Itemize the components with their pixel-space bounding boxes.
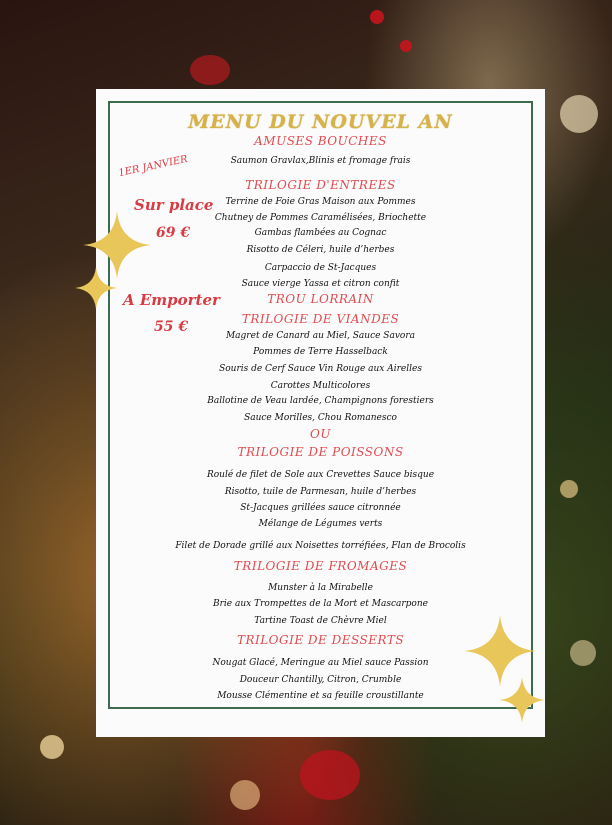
amuses-heading: AMUSES BOUCHES: [254, 134, 387, 148]
viandes-item: Magret de Canard au Miel, Sauce Savora: [225, 331, 416, 341]
desserts-heading: TRILOGIE DE DESSERTS: [236, 633, 405, 647]
desserts-item: Nougat Glacé, Meringue au Miel sauce Passion: [212, 658, 429, 668]
entrees-item: Terrine de Foie Gras Maison aux Pommes: [225, 197, 416, 207]
bokeh-light: [370, 10, 384, 24]
entrees-item: Carpaccio de St-Jacques: [264, 263, 377, 273]
menu-title: MENU DU NOUVEL AN: [188, 111, 453, 133]
fromages-item: Munster à la Mirabelle: [268, 583, 373, 593]
fromages-item: Brie aux Trompettes de la Mort et Mascarpone: [213, 599, 428, 609]
desserts-item: Mousse Clémentine et sa feuille croustillante: [217, 691, 424, 701]
emporter-label: A Emporter: [123, 291, 220, 309]
trou-lorrain-heading: TROU LORRAIN: [267, 292, 374, 306]
amuses-item: Saumon Gravlax,Blinis et fromage frais: [230, 156, 411, 166]
bokeh-light: [40, 735, 64, 759]
viandes-item: Carottes Multicolores: [270, 381, 371, 391]
emporter-price: 55 €: [154, 319, 189, 335]
sur-place-label: Sur place: [134, 196, 214, 214]
bokeh-light: [560, 480, 578, 498]
entrees-heading: TRILOGIE D'ENTREES: [245, 178, 396, 192]
bokeh-light: [560, 95, 598, 133]
viandes-item: Souris de Cerf Sauce Vin Rouge aux Airelles: [219, 364, 422, 374]
bokeh-light: [300, 750, 360, 800]
poissons-item: Filet de Dorade grillé aux Noisettes torréfiées, Flan de Brocolis: [175, 541, 466, 551]
fromages-item: Tartine Toast de Chèvre Miel: [254, 616, 387, 626]
viandes-item: Ballotine de Veau lardée, Champignons forestiers: [207, 396, 434, 406]
bokeh-light: [190, 55, 230, 85]
poissons-item: St-Jacques grillées sauce citronnée: [240, 503, 401, 513]
entrees-item: Sauce vierge Yassa et citron confit: [241, 279, 400, 289]
poissons-heading: TRILOGIE DE POISSONS: [237, 445, 404, 459]
viandes-item: Sauce Morilles, Chou Romanesco: [244, 413, 397, 423]
bokeh-light: [570, 640, 596, 666]
sparkle-star-icon: [498, 676, 546, 724]
bokeh-light: [230, 780, 260, 810]
sparkle-star-icon: [74, 266, 118, 310]
fromages-heading: TRILOGIE DE FROMAGES: [233, 559, 408, 573]
viandes-heading: TRILOGIE DE VIANDES: [241, 312, 400, 326]
date-label: 1ER JANVIER: [117, 153, 189, 180]
poissons-item: Risotto, tuile de Parmesan, huile d’herbes: [224, 487, 417, 497]
sur-place-price: 69 €: [156, 225, 191, 241]
entrees-item: Risotto de Céleri, huile d’herbes: [246, 245, 395, 255]
entrees-item: Chutney de Pommes Caramélisées, Briochette: [214, 213, 427, 223]
bokeh-light: [400, 40, 412, 52]
ou-heading: OU: [310, 427, 331, 441]
poissons-item: Roulé de filet de Sole aux Crevettes Sauce bisque: [206, 470, 435, 480]
viandes-item: Pommes de Terre Hasselback: [253, 347, 388, 357]
poissons-item: Mélange de Légumes verts: [258, 519, 383, 529]
desserts-item: Douceur Chantilly, Citron, Crumble: [239, 675, 402, 685]
entrees-item: Gambas flambées au Cognac: [254, 228, 387, 238]
